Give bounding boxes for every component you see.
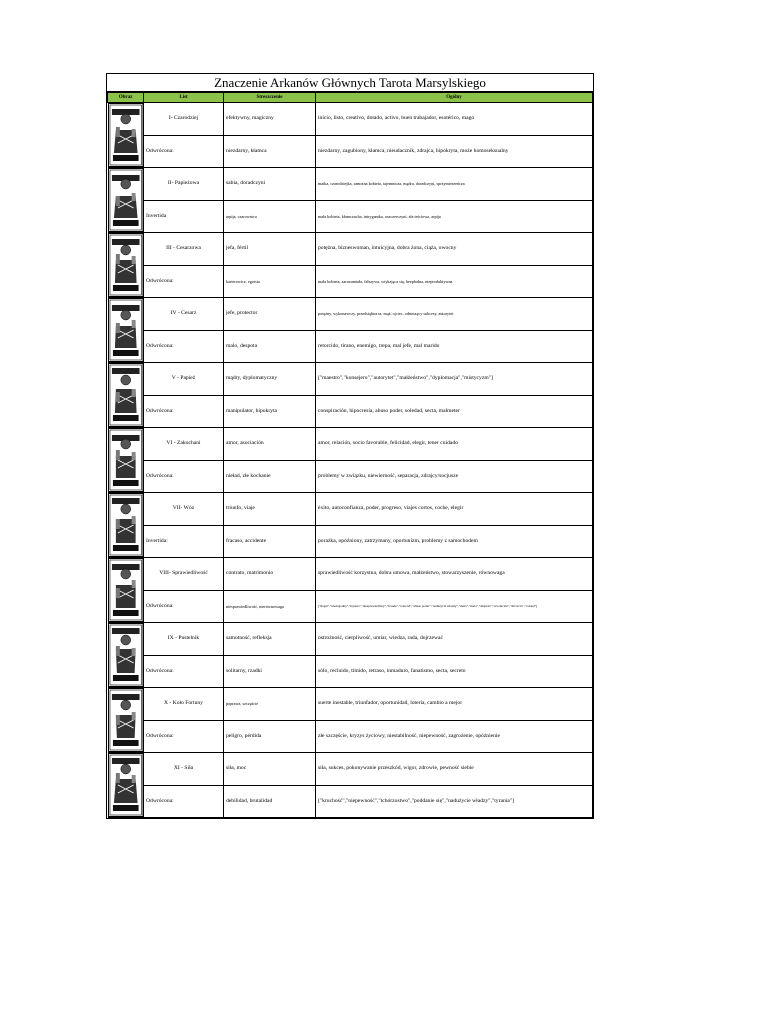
card-general: ["maestro","konsejero","autorytet","małżeństwo","dyplomacja","mistycyzm"]: [316, 363, 593, 396]
tarot-table: [107, 92, 593, 818]
card-general: matka, czarodziejka, samotna kobieta, tajemnicza, mądra, doradczyni, sprzymierzeńcza: [316, 168, 593, 201]
card-name: III - Cesarzowa: [144, 233, 224, 266]
table-row: [108, 720, 593, 753]
hermit-card-icon: [108, 623, 144, 688]
card-general: problemy w związku, niewierność, separacja, zdrajcy/socjusze: [316, 460, 593, 493]
card-name: IV - Cesarz: [144, 298, 224, 331]
card-name: Odwrócona:: [144, 395, 224, 428]
card-name: X - Koło Fortuny: [144, 688, 224, 721]
card-general: retorcido, tirano, enemigo, trepa, mal jefe, mal marido: [316, 330, 593, 363]
table-row: [108, 493, 593, 526]
emperor-card-icon: [108, 298, 144, 363]
table-row: [108, 428, 593, 461]
card-summary: solitarny, rzadki: [224, 655, 316, 688]
table-row: [108, 200, 593, 233]
card-summary: sabia, doradczyni: [224, 168, 316, 201]
card-summary: peligro, pérdida: [224, 720, 316, 753]
card-summary: amor, asociación: [224, 428, 316, 461]
card-general: inicio, listo, creativo, dotado, activo, buen trabajador, esotérico, mago: [316, 103, 593, 136]
card-general: siła, sukces, pokonywanie przeszkód, wigor, zdrowie, pewność siebie: [316, 753, 593, 786]
table-row: [108, 460, 593, 493]
card-name: II- Papieżowa: [144, 168, 224, 201]
card-name: Odwrócona:: [144, 655, 224, 688]
table-row: [108, 525, 593, 558]
table-row: [108, 785, 593, 818]
card-general: sprawiedliwość korzystna, dobra umowa, małżeństwo, stowarzyszenie, równowaga: [316, 558, 593, 591]
card-general: potężny, wykonawczy, przedsiębiorca, mąż, ojciec, odnoszący sukcesy, autorytet: [316, 298, 593, 331]
wheel-of-fortune-card-icon: [108, 688, 144, 753]
card-general: ["kruchość","niepewność","tchórzostwo","poddanie się","nadużycie władzy","tyrania"]: [316, 785, 593, 818]
card-general: porażka, opóźniony, zatrzymany, oportunizm, problemy z samochodem: [316, 525, 593, 558]
card-name: Odwrócona:: [144, 720, 224, 753]
table-row: [108, 623, 593, 656]
card-summary: karierowicz, egoista: [224, 265, 316, 298]
card-name: VI - Zakochani: [144, 428, 224, 461]
table-row: [108, 363, 593, 396]
card-name: Odwrócona:: [144, 590, 224, 623]
card-name: I- Czarodziej: [144, 103, 224, 136]
table-row: [108, 655, 593, 688]
card-summary: debilidad, brutalidad: [224, 785, 316, 818]
card-general: ostrożność, cierpliwość, umiar, wiedza, rada, dojrzewać: [316, 623, 593, 656]
card-name: IX - Pustelnik: [144, 623, 224, 656]
card-summary: mądry, dyplomatyczny: [224, 363, 316, 396]
card-name: Odwrócona:: [144, 460, 224, 493]
table-row: [108, 753, 593, 786]
card-summary: samotność, refleksja: [224, 623, 316, 656]
table-row: [108, 688, 593, 721]
card-summary: manipulator, hipokryta: [224, 395, 316, 428]
header-card: List: [144, 93, 224, 103]
card-summary: niezdarny, kłamca: [224, 135, 316, 168]
card-general: suerte inestable, triunfador, oportunidad, lotería, cambio a mejor: [316, 688, 593, 721]
header-image: Obraz: [108, 93, 144, 103]
header-general: Ogólny: [316, 93, 593, 103]
lovers-card-icon: [108, 428, 144, 493]
card-summary: fracaso, accidente: [224, 525, 316, 558]
card-general: ["ilegal","niedogodny","injusto","niesprawiedliwy","fraude","rozwód","abuse poder","nadużycie władzy","malo","mala","despido","revolución","divorcio","rozstał"]: [316, 590, 593, 623]
card-summary: jefa, fértil: [224, 233, 316, 266]
header-row: [108, 93, 593, 103]
sheet-title: Znaczenie Arkanów Głównych Tarota Marsylskiego: [107, 74, 593, 92]
tarot-sheet: [106, 73, 594, 819]
card-summary: arpija, czarownica: [224, 200, 316, 233]
strength-card-icon: [108, 753, 144, 818]
card-general: mała kobieta, zarozumiała, fałszywa, wtykająca się, bezpłodna, nieproduktywna: [316, 265, 593, 298]
table-row: [108, 298, 593, 331]
card-name: Odwrócona:: [144, 265, 224, 298]
table-row: [108, 135, 593, 168]
card-summary: malo, despota: [224, 330, 316, 363]
card-general: mała kobieta, kłamczucha, intrygantka, oszczerczyni, zła teściowa, arpija: [316, 200, 593, 233]
card-summary: poprawa, szczęście: [224, 688, 316, 721]
card-name: Invertida:: [144, 525, 224, 558]
card-general: niezdarny, zagubiony, kłamca, nieudacznik, zdrajca, hipokryta, może homoseksualny: [316, 135, 593, 168]
table-row: [108, 330, 593, 363]
card-name: Odwrócona:: [144, 785, 224, 818]
card-name: Odwrócona:: [144, 330, 224, 363]
table-body: [108, 103, 593, 818]
header-summary: Streszczenie: [224, 93, 316, 103]
card-general: amor, relación, socio favorable, felicidad, elegir, tener cuidado: [316, 428, 593, 461]
empress-card-icon: [108, 233, 144, 298]
card-name: XI - Siła: [144, 753, 224, 786]
card-name: V - Papież: [144, 363, 224, 396]
card-name: Invertida: [144, 200, 224, 233]
table-row: [108, 590, 593, 623]
pope-card-icon: [108, 363, 144, 428]
card-summary: nieład, złe kochanie: [224, 460, 316, 493]
table-row: [108, 395, 593, 428]
card-name: VII- Wóz: [144, 493, 224, 526]
popess-card-icon: [108, 168, 144, 233]
table-row: [108, 558, 593, 591]
card-summary: niesprawiedliwość, nierównowaga: [224, 590, 316, 623]
table-row: [108, 265, 593, 298]
card-general: conspiración, hipocresía, abuso poder, soledad, secta, malmeter: [316, 395, 593, 428]
card-summary: efektywny, magiczny: [224, 103, 316, 136]
card-name: VIII- Sprawiedliwość: [144, 558, 224, 591]
magician-card-icon: [108, 103, 144, 168]
card-general: sólo, recluido, tímido, retraso, inmaduro, fanatismo, secta, secreto: [316, 655, 593, 688]
table-row: [108, 233, 593, 266]
card-general: złe szczęście, kryzys życiowy, niestabilność, niepewność, zagrożenie, opóźnienie: [316, 720, 593, 753]
justice-card-icon: [108, 558, 144, 623]
chariot-card-icon: [108, 493, 144, 558]
card-general: potężna, bizneswoman, intuicyjna, dobra żona, ciąża, owocny: [316, 233, 593, 266]
card-summary: triunfo, viaje: [224, 493, 316, 526]
card-name: Odwrócona:: [144, 135, 224, 168]
table-row: [108, 168, 593, 201]
card-summary: siła, moc: [224, 753, 316, 786]
card-summary: contrato, matrimonio: [224, 558, 316, 591]
card-summary: jefe, protector: [224, 298, 316, 331]
card-general: éxito, autoconfianza, poder, progreso, viajes cortos, coche, elegir: [316, 493, 593, 526]
table-row: [108, 103, 593, 136]
